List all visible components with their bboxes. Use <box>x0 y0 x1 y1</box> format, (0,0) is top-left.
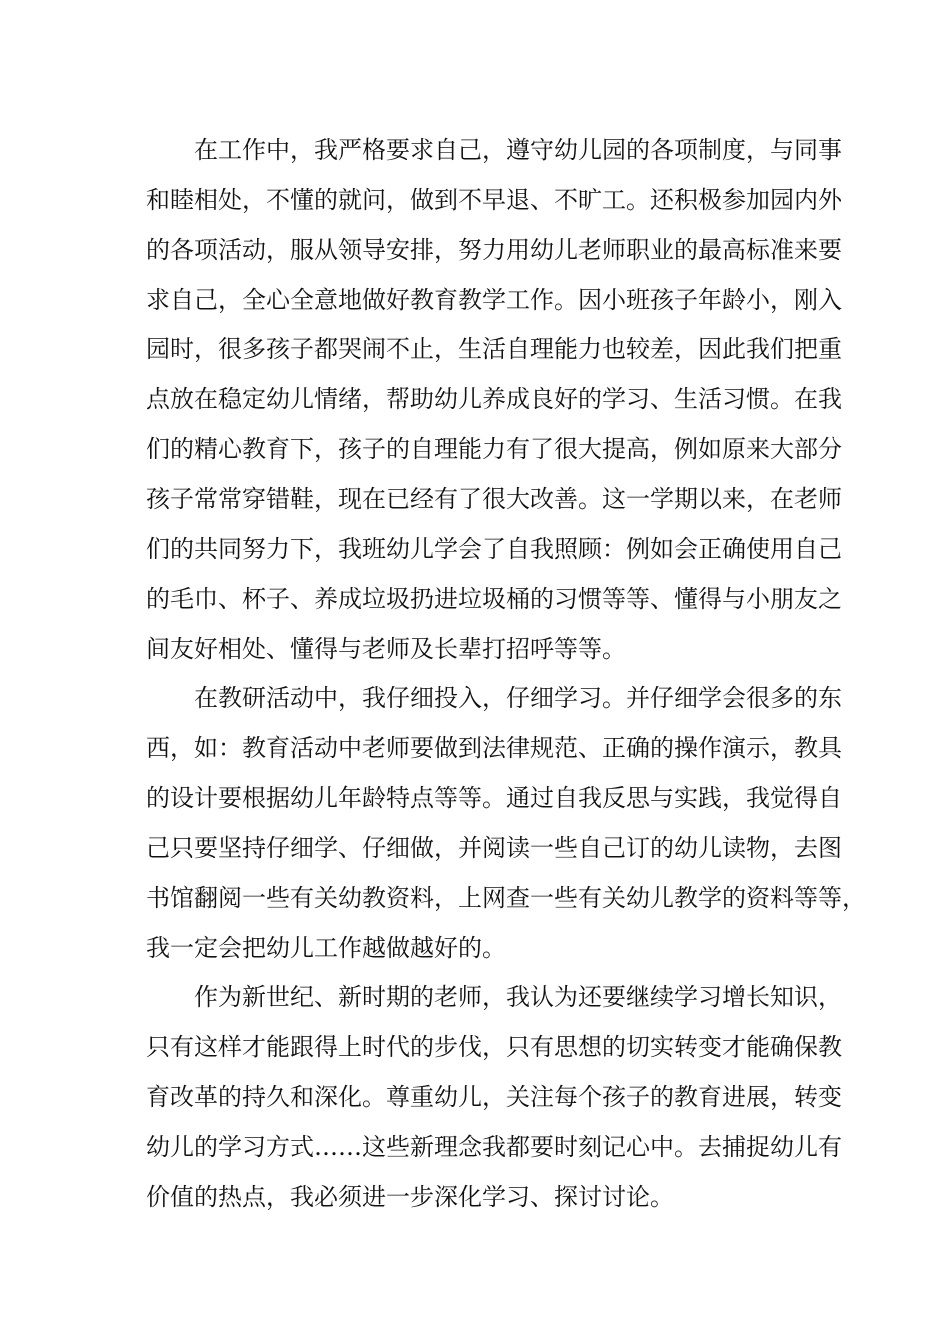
text-line: 的各项活动，服从领导安排，努力用幼儿老师职业的最高标准来要 <box>146 236 842 264</box>
text-line: 孩子常常穿错鞋，现在已经有了很大改善。这一学期以来，在老师 <box>146 485 842 513</box>
text-line: 幼儿的学习方式……这些新理念我都要时刻记心中。去捕捉幼儿有 <box>146 1133 842 1161</box>
text-line: 在教研活动中，我仔细投入，仔细学习。并仔细学会很多的东 <box>194 684 842 712</box>
text-line: 价值的热点，我必须进一步深化学习、探讨讨论。 <box>146 1183 674 1211</box>
text-line: 和睦相处，不懂的就问，做到不早退、不旷工。还积极参加园内外 <box>146 186 842 214</box>
text-line: 们的精心教育下，孩子的自理能力有了很大提高，例如原来大部分 <box>146 435 842 463</box>
text-line: 园时，很多孩子都哭闹不止，生活自理能力也较差，因此我们把重 <box>146 335 842 363</box>
text-line: 间友好相处、懂得与老师及长辈打招呼等等。 <box>146 635 626 663</box>
text-line: 己只要坚持仔细学、仔细做，并阅读一些自己订的幼儿读物，去图 <box>146 834 842 862</box>
text-line: 育改革的持久和深化。尊重幼儿，关注每个孩子的教育进展，转变 <box>146 1083 842 1111</box>
text-line: 在工作中，我严格要求自己，遵守幼儿园的各项制度，与同事 <box>194 136 842 164</box>
text-line: 书馆翻阅一些有关幼教资料，上网查一些有关幼儿教学的资料等等， <box>146 884 866 912</box>
text-line: 们的共同努力下，我班幼儿学会了自我照顾：例如会正确使用自己 <box>146 535 842 563</box>
text-line: 西，如：教育活动中老师要做到法律规范、正确的操作演示，教具 <box>146 734 842 762</box>
text-line: 作为新世纪、新时期的老师，我认为还要继续学习增长知识， <box>194 983 842 1011</box>
text-line: 我一定会把幼儿工作越做越好的。 <box>146 934 506 962</box>
text-line: 点放在稳定幼儿情绪，帮助幼儿养成良好的学习、生活习惯。在我 <box>146 385 842 413</box>
text-line: 的毛巾、杯子、养成垃圾扔进垃圾桶的习惯等等、懂得与小朋友之 <box>146 585 842 613</box>
text-line: 只有这样才能跟得上时代的步伐，只有思想的切实转变才能确保教 <box>146 1033 842 1061</box>
text-line: 求自己，全心全意地做好教育教学工作。因小班孩子年龄小，刚入 <box>146 286 842 314</box>
text-line: 的设计要根据幼儿年龄特点等等。通过自我反思与实践，我觉得自 <box>146 784 842 812</box>
